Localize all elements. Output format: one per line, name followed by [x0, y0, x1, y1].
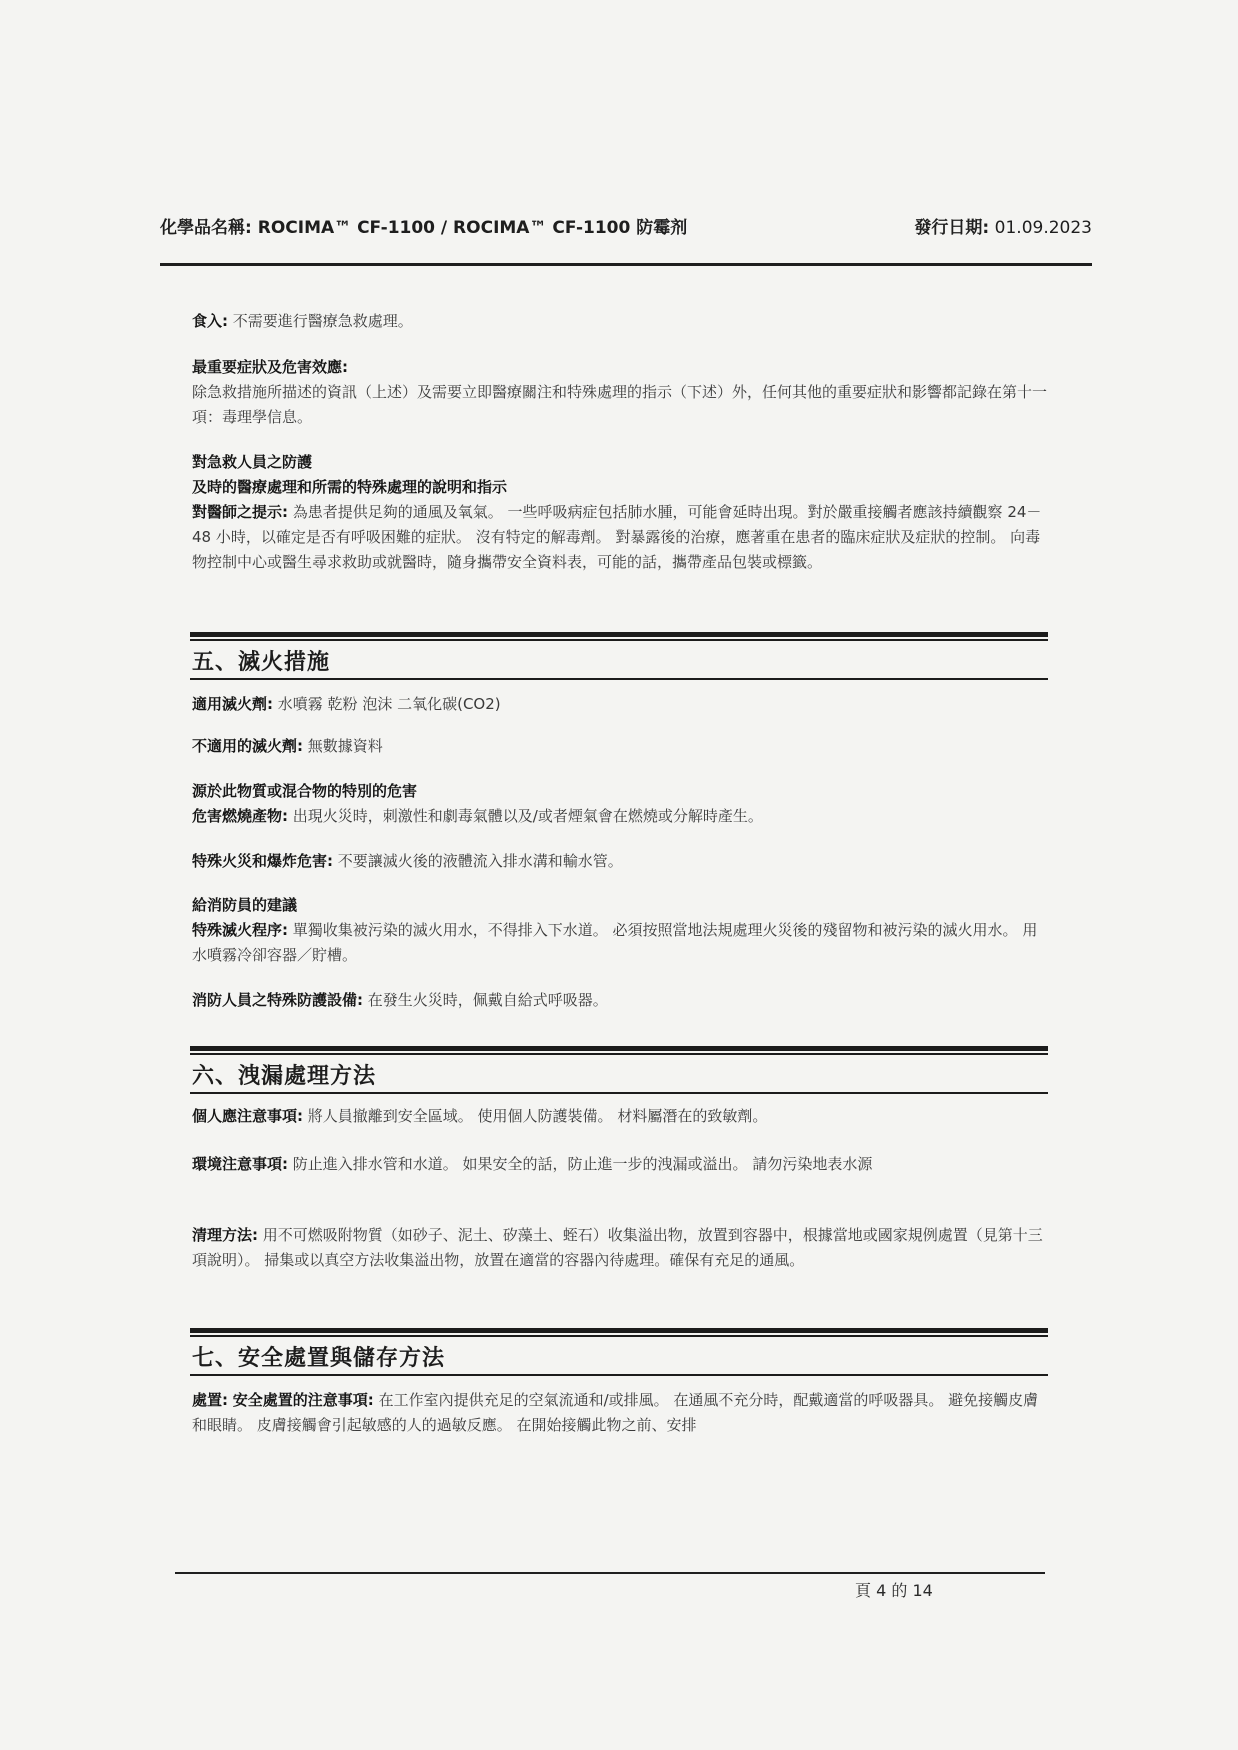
header-rule — [160, 263, 1092, 266]
cleanup-methods-block — [192, 1223, 1047, 1273]
chemical-name-label: 化學品名稱: — [160, 218, 252, 238]
personal-precautions-block — [192, 1104, 1047, 1129]
section-rule-top-thin — [190, 1335, 1048, 1337]
section-rule-bottom — [190, 678, 1048, 680]
medical-block — [192, 450, 1047, 575]
responder-protection-heading: 對急救人員之防護 — [192, 453, 313, 471]
cleanup-methods-label: 清理方法: — [192, 1226, 258, 1244]
specific-hazards-heading: 源於此物質或混合物的特別的危害 — [192, 782, 418, 800]
chemical-name-value: ROCIMA™ CF-1100 / ROCIMA™ CF-1100 防霉剂 — [257, 218, 688, 238]
protective-equipment-block — [192, 988, 1047, 1013]
firefighting-procedure-label: 特殊滅火程序: — [192, 921, 288, 939]
issue-date-header — [914, 213, 1092, 238]
section-rule-bottom — [190, 1374, 1048, 1376]
section-6-title: 六、洩漏處理方法 — [192, 1064, 377, 1089]
handling-label: 處置: — [192, 1391, 228, 1409]
explosion-hazards-label: 特殊火災和爆炸危害: — [192, 852, 333, 870]
section-rule-top — [190, 1046, 1048, 1051]
symptoms-block — [192, 355, 1047, 430]
issue-date-label: 發行日期: — [914, 218, 990, 238]
section-7-title: 七、安全處置與儲存方法 — [192, 1346, 446, 1371]
firefighter-advice-heading: 給消防員的建議 — [192, 896, 298, 914]
section-rule-top-thin — [190, 1053, 1048, 1055]
firefighter-advice-block — [192, 893, 1047, 968]
ingestion-label: 食入: — [192, 312, 228, 330]
chemical-name-header — [160, 213, 687, 238]
explosion-hazards-text: 不要讓滅火後的液體流入排水溝和輸水管。 — [337, 852, 623, 870]
environmental-precautions-label: 環境注意事項: — [192, 1155, 288, 1173]
specific-hazards-block — [192, 779, 1047, 829]
page-number: 頁 4 的 14 — [855, 1581, 933, 1600]
suitable-media-label: 適用滅火劑: — [192, 695, 273, 713]
suitable-media-block — [192, 692, 1047, 717]
protective-equipment-label: 消防人員之特殊防護設備: — [192, 991, 363, 1009]
explosion-hazards-block — [192, 849, 1047, 874]
section-5-title: 五、滅火措施 — [192, 650, 331, 675]
unsuitable-media-label: 不適用的滅火劑: — [192, 737, 303, 755]
cleanup-methods-text: 用不可燃吸附物質（如砂子、泥土、矽藻土、蛭石）收集溢出物，放置到容器中，根據當地或國家規例處置（見第十三項說明）。 掃集或以真空方法收集溢出物，放置在適當的容器內待處理。確保有充足的通風。 — [192, 1226, 1043, 1269]
safe-handling-label: 安全處置的注意事項: — [232, 1391, 374, 1409]
physician-note-text: 為患者提供足夠的通風及氧氣。 一些呼吸病症包括肺水腫，可能會延時出現。對於嚴重接觸者應該持續觀察 24－48 小時，以確定是否有呼吸困難的症狀。 沒有特定的解毒劑。 對暴露後的治療，應著重在患者的臨床症狀及症狀的控制。 向毒物控制中心或醫生尋求救助或就醫時，隨身攜帶安全資料表，可能的話，攜帶產品包裝或標籤。 — [192, 503, 1042, 571]
suitable-media-text: 水噴霧 乾粉 泡沫 二氧化碳(CO2) — [277, 695, 501, 713]
symptoms-text: 除急救措施所描述的資訊（上述）及需要立即醫療關注和特殊處理的指示（下述）外，任何其他的重要症狀和影響都記錄在第十一項：毒理學信息。 — [192, 383, 1048, 426]
unsuitable-media-block — [192, 734, 1047, 759]
personal-precautions-label: 個人應注意事項: — [192, 1107, 303, 1125]
medical-treatment-heading: 及時的醫療處理和所需的特殊處理的說明和指示 — [192, 478, 508, 496]
unsuitable-media-text: 無數據資料 — [307, 737, 383, 755]
safe-handling-text: 在工作室內提供充足的空氣流通和/或排風。 在通風不充分時，配戴適當的呼吸器具。 避免接觸皮膚和眼睛。 皮膚接觸會引起敏感的人的過敏反應。 在開始接觸此物之前、安排 — [192, 1391, 1039, 1434]
symptoms-heading: 最重要症狀及危害效應: — [192, 358, 348, 376]
issue-date-value: 01.09.2023 — [994, 218, 1092, 238]
section-rule-top — [190, 632, 1048, 637]
ingestion-text: 不需要進行醫療急救處理。 — [232, 312, 413, 330]
combustion-products-text: 出現火災時，刺激性和劇毒氣體以及/或者煙氣會在燃燒或分解時產生。 — [292, 807, 763, 825]
environmental-precautions-text: 防止進入排水管和水道。 如果安全的話，防止進一步的洩漏或溢出。 請勿污染地表水源 — [292, 1155, 873, 1173]
ingestion-block — [192, 309, 1047, 334]
combustion-products-label: 危害燃燒產物: — [192, 807, 288, 825]
firefighting-procedure-text: 單獨收集被污染的滅火用水，不得排入下水道。 必須按照當地法規處理火災後的殘留物和被污染的滅火用水。 用水噴霧冷卻容器／貯槽。 — [192, 921, 1038, 964]
handling-block — [192, 1388, 1047, 1438]
environmental-precautions-block — [192, 1152, 1047, 1177]
section-rule-bottom — [190, 1092, 1048, 1094]
protective-equipment-text: 在發生火災時，佩戴自給式呼吸器。 — [367, 991, 608, 1009]
footer-rule — [175, 1572, 1045, 1574]
section-rule-top — [190, 1328, 1048, 1333]
physician-note-label: 對醫師之提示: — [192, 503, 288, 521]
personal-precautions-text: 將人員撤離到安全區域。 使用個人防護裝備。 材料屬潛在的致敏劑。 — [307, 1107, 768, 1125]
section-rule-top-thin — [190, 639, 1048, 641]
